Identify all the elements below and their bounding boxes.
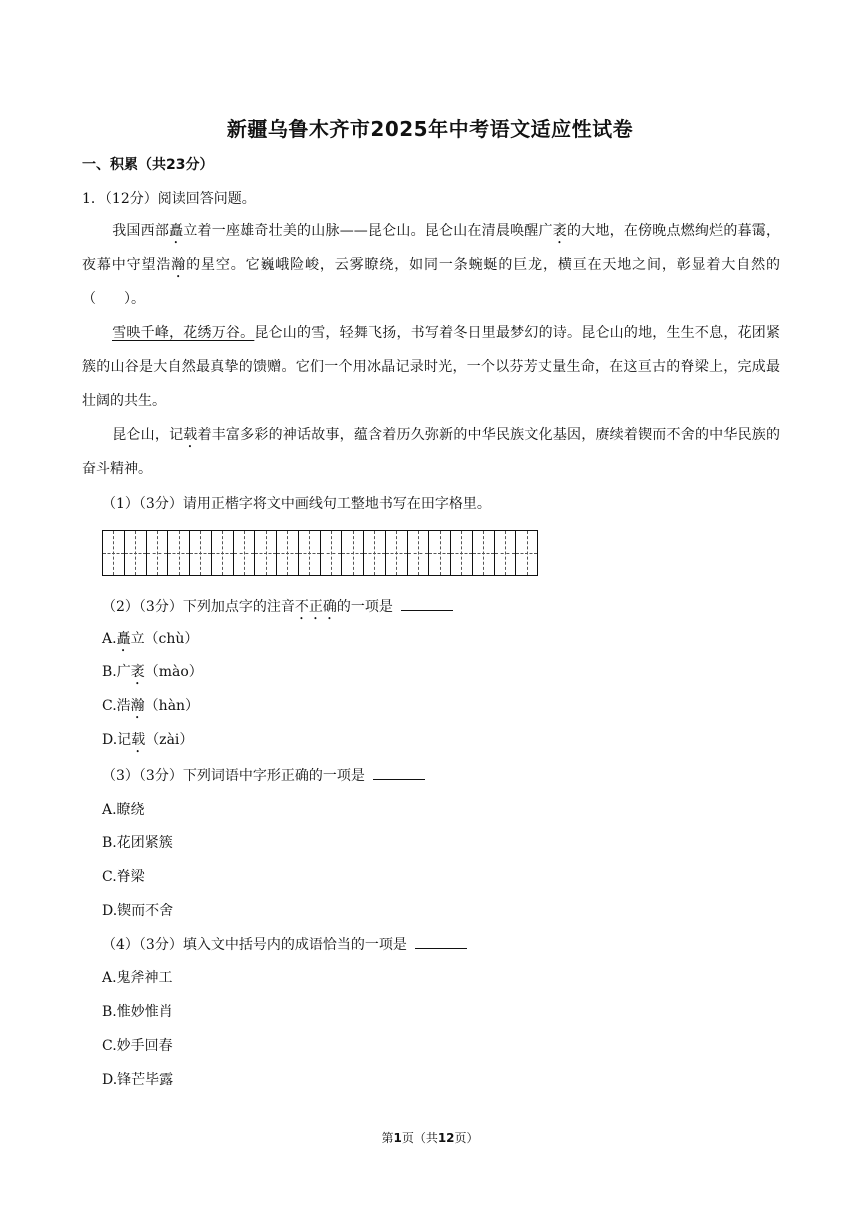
grid-cell[interactable] <box>125 531 147 575</box>
option-a[interactable]: A.瞭绕 <box>102 802 145 818</box>
grid-cell[interactable] <box>277 531 299 575</box>
option-a[interactable]: A.矗立（chù） <box>102 631 199 647</box>
grid-cell[interactable] <box>103 531 125 575</box>
grid-cell[interactable] <box>451 531 473 575</box>
option-d[interactable]: D.记载（zài） <box>102 732 194 748</box>
underlined-sentence: 雪映千峰，花绣万谷。 <box>112 325 255 341</box>
page-title: 新疆乌鲁木齐市2025年中考语文适应性试卷 <box>226 117 634 141</box>
emphasized-char: 瀚 <box>171 257 187 273</box>
sub-question-4-stem: （4）（3分）填入文中括号内的成语恰当的一项是 <box>102 934 467 954</box>
grid-cell[interactable] <box>495 531 517 575</box>
writing-grid[interactable] <box>102 530 538 576</box>
passage-paragraph-2: 雪映千峰，花绣万谷。昆仑山的雪，轻舞飞扬，书写着冬日里最梦幻的诗。昆仑山的地，生生不息，花团紧簇的山谷是大自然最真挚的馈赠。它们一个用冰晶记录时光，一个以芬芳丈量生命，在这亘古的脊梁上，完成最壮阔的共生。 <box>82 325 781 409</box>
option-c[interactable]: C.妙手回春 <box>102 1038 173 1054</box>
option-a[interactable]: A.鬼斧神工 <box>102 970 173 986</box>
page-footer: 第1页（共12页） <box>381 1131 479 1145</box>
grid-cell[interactable] <box>473 531 495 575</box>
answer-blank[interactable] <box>401 596 453 611</box>
option-d[interactable]: D.锲而不舍 <box>102 903 174 919</box>
answer-blank[interactable] <box>415 934 467 949</box>
grid-cell[interactable] <box>516 531 537 575</box>
grid-cell[interactable] <box>386 531 408 575</box>
grid-cell[interactable] <box>168 531 190 575</box>
grid-cell[interactable] <box>190 531 212 575</box>
grid-cell[interactable] <box>147 531 169 575</box>
question-1-stem: 1．（12分）阅读回答问题。 <box>82 191 256 207</box>
grid-cell[interactable] <box>212 531 234 575</box>
grid-cell[interactable] <box>299 531 321 575</box>
answer-blank[interactable] <box>373 765 425 780</box>
grid-cell[interactable] <box>234 531 256 575</box>
section-heading: 一、积累（共23分） <box>82 157 214 173</box>
sub-question-1-stem: （1）（3分）请用正楷字将文中画线句工整地书写在田字格里。 <box>102 496 491 512</box>
passage-paragraph-1: 我国西部矗立着一座雄奇壮美的山脉——昆仑山。昆仑山在清晨唤醒广袤的大地，在傍晚点燃绚烂的暮霭，夜幕中守望浩瀚的星空。它巍峨险峻，云雾瞭绕，如同一条蜿蜒的巨龙，横亘在天地之间，彰显着大自然的（ ）。 <box>82 223 781 307</box>
sub-question-2-stem: （2）（3分）下列加点字的注音不正确的一项是 <box>102 596 453 623</box>
option-b[interactable]: B.惟妙惟肖 <box>102 1004 173 1020</box>
option-c[interactable]: C.浩瀚（hàn） <box>102 698 200 714</box>
passage-paragraph-3: 昆仑山，记载着丰富多彩的神话故事，蕴含着历久弥新的中华民族文化基因，赓续着锲而不舍的中华民族的奋斗精神。 <box>82 427 781 477</box>
grid-cell[interactable] <box>429 531 451 575</box>
emphasized-char: 载 <box>183 427 198 443</box>
option-c[interactable]: C.脊梁 <box>102 869 145 885</box>
grid-cell[interactable] <box>364 531 386 575</box>
page-number: 1 <box>393 1131 402 1145</box>
grid-cell[interactable] <box>342 531 364 575</box>
option-d[interactable]: D.锋芒毕露 <box>102 1072 174 1088</box>
option-b[interactable]: B.广袤（mào） <box>102 664 203 680</box>
emphasized-char: 矗 <box>169 223 184 239</box>
page-total: 12 <box>437 1131 455 1145</box>
sub-question-3-stem: （3）（3分）下列词语中字形正确的一项是 <box>102 765 425 785</box>
grid-cell[interactable] <box>321 531 343 575</box>
grid-cell[interactable] <box>408 531 430 575</box>
option-b[interactable]: B.花团紧簇 <box>102 835 173 851</box>
grid-cell[interactable] <box>255 531 277 575</box>
emphasized-char: 袤 <box>552 223 567 239</box>
